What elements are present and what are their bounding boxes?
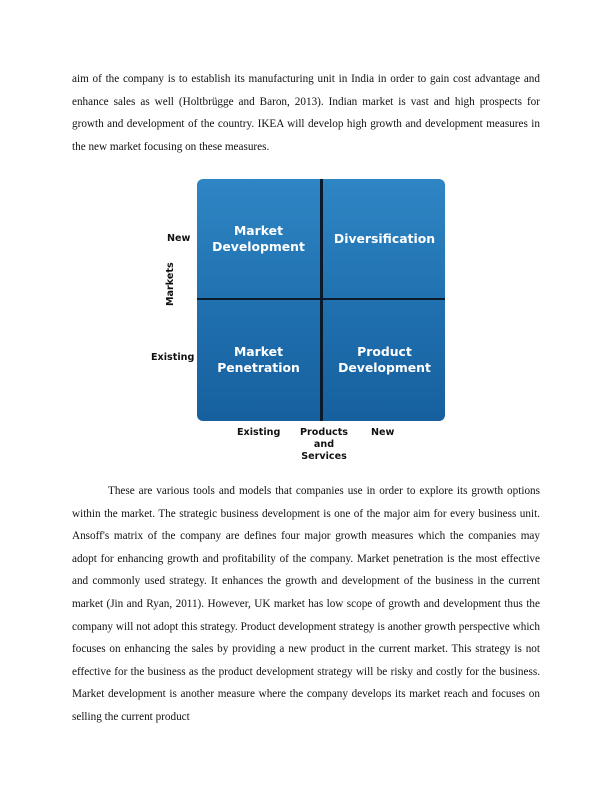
cell-market-development: Market Development — [212, 222, 305, 254]
paragraph-intro: aim of the company is to establish its manufacturing unit in India in order to gain cost advantage and enhance sales as well (Holtbrügge and Baron, 2013). Indian market is vast and high prospects for growth and development of the country. IKEA will develop high growth and development measures in the new market focusing on these measures. — [72, 73, 540, 153]
y-axis-new-label: New — [167, 233, 191, 244]
ansoff-matrix-figure — [145, 176, 455, 462]
x-axis-title: Products and Services — [299, 427, 349, 462]
paragraph-ansoff-discussion: These are various tools and models that companies use in order to explore its growth options within the market. The strategic business development is one of the major aim for every business unit. Ansoff's matrix of the company are defines four major growth measures which the companies may adopt for enhancing growth and profitability of the company. Market penetration is the most effective and commonly used strategy. It enhances the growth and development of the business in the current market (Jin and Ryan, 2011). However, UK market has low scope of growth and development thus the company will not adopt this strategy. Product development strategy is another growth perspective which focuses on enhancing the sales by providing a new product in the current market. This strategy is not effective for the business as the product development strategy will be risky and costly for the business. Market development is another measure where the company develops its market reach and focuses on selling the current product — [72, 485, 540, 723]
ansoff-matrix-grid — [197, 179, 445, 421]
cell-diversification: Diversification — [333, 230, 436, 246]
matrix-horizontal-divider — [197, 298, 445, 300]
x-axis-new-label: New — [371, 427, 395, 438]
matrix-vertical-divider — [320, 179, 323, 421]
cell-market-penetration: Market Penetration — [217, 343, 300, 375]
y-axis-existing-label: Existing — [151, 352, 195, 363]
x-axis-existing-label: Existing — [237, 427, 281, 438]
y-axis-title: Markets — [165, 262, 176, 306]
cell-product-development: Product Development — [338, 343, 431, 375]
